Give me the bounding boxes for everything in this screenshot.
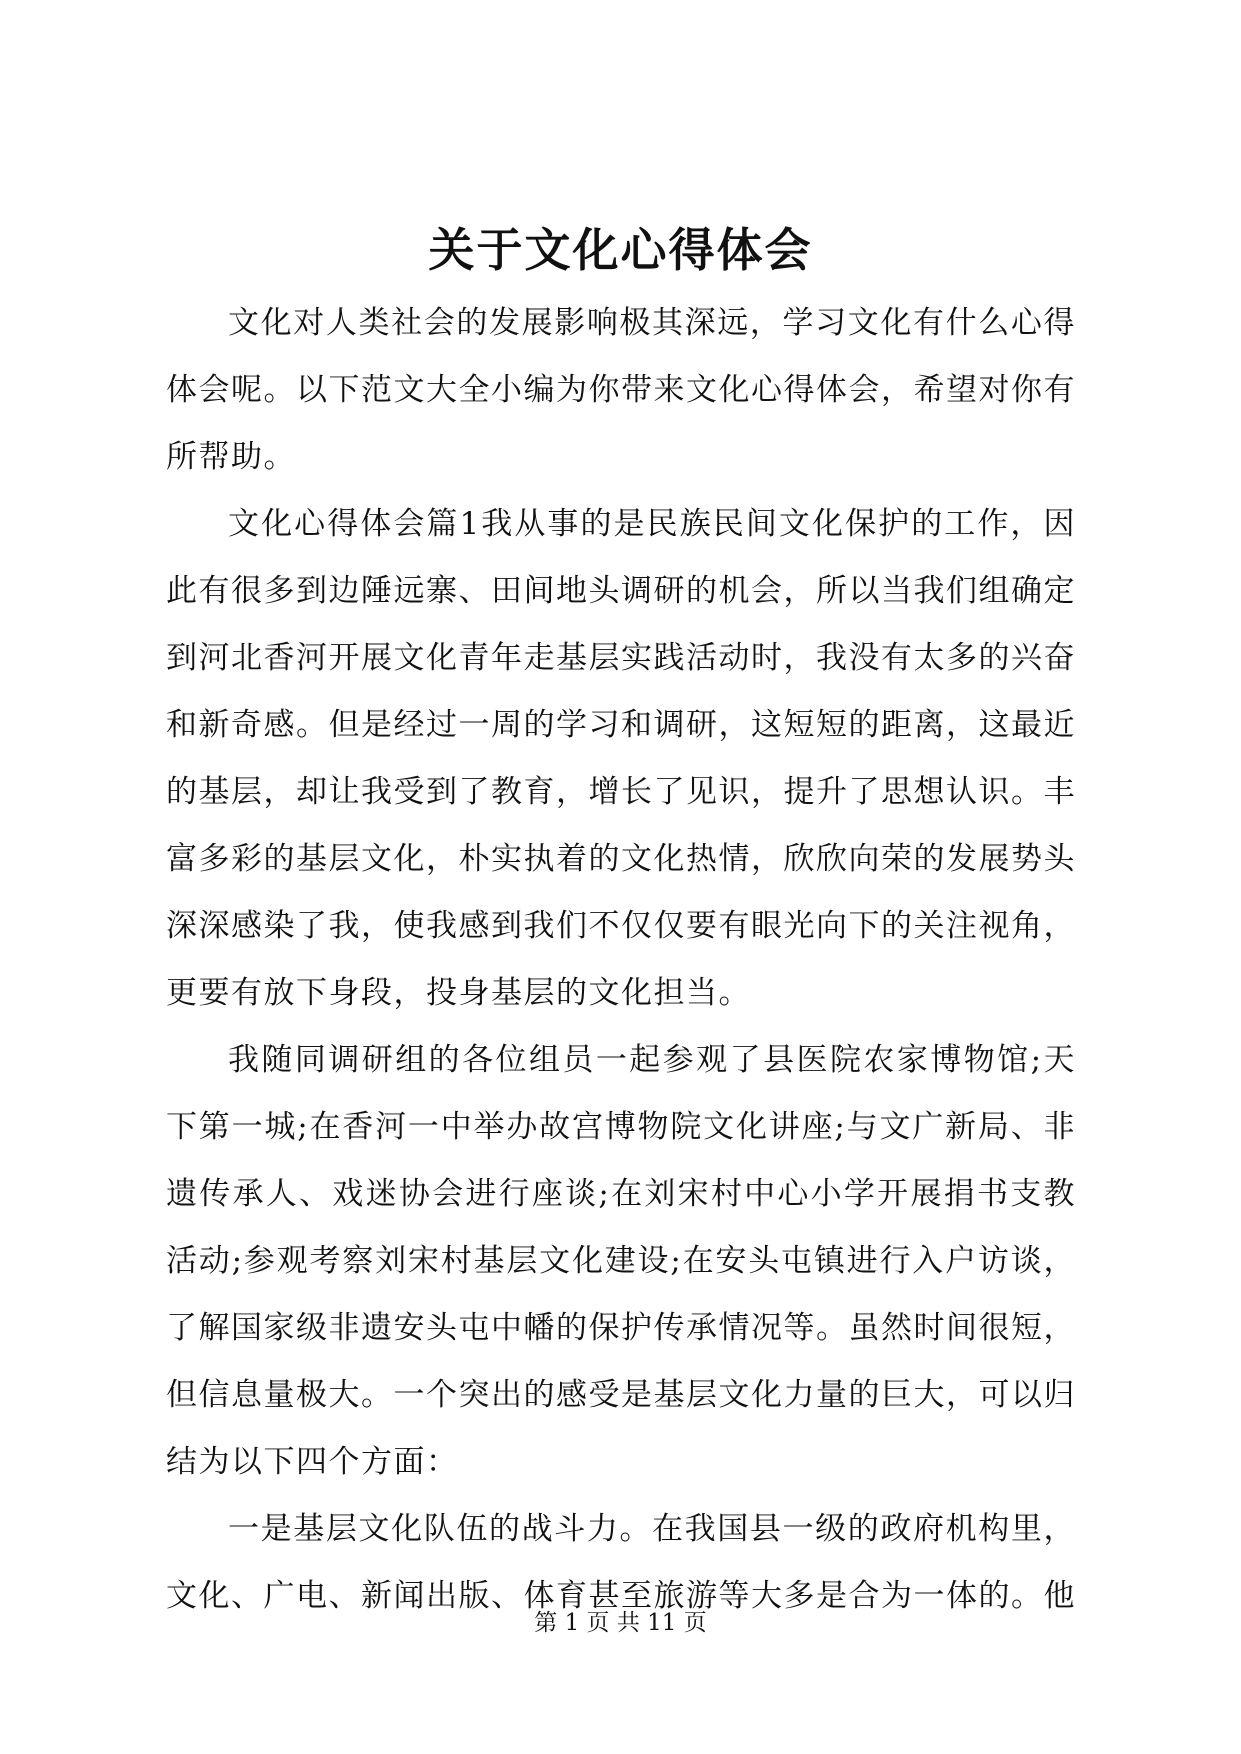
paragraph-1: 文化心得体会篇1我从事的是民族民间文化保护的工作，因此有很多到边陲远寨、田间地头调研的机会，所以当我们组确定到河北香河开展文化青年走基层实践活动时，我没有太多的兴奋和新奇感。但是经过一周的学习和调研，这短短的距离，这最近的基层，却让我受到了教育，增长了见识，提升了思想认识。丰富多彩的基层文化，朴实执着的文化热情，欣欣向荣的发展势头深深感染了我，使我感到我们不仅仅要有眼光向下的关注视角，更要有放下身段，投身基层的文化担当。 xyxy=(166,506,1076,1011)
paragraph-intro: 文化对人类社会的发展影响极其深远，学习文化有什么心得体会呢。以下范文大全小编为你带来文化心得体会，希望对你有所帮助。 xyxy=(166,305,1076,475)
page-number-footer: 第 1 页 共 11 页 xyxy=(534,1610,707,1636)
paragraph-3: 一是基层文化队伍的战斗力。在我国县一级的政府机构里，文化、广电、新闻出版、体育甚至旅游等大多是合为一体的。他 xyxy=(166,1511,1076,1614)
document-body xyxy=(166,290,1076,1630)
paragraph-2: 我随同调研组的各位组员一起参观了县医院农家博物馆;天下第一城;在香河一中举办故宫博物院文化讲座;与文广新局、非遗传承人、戏迷协会进行座谈;在刘宋村中心小学开展捐书支教活动;参观考察刘宋村基层文化建设;在安头屯镇进行入户访谈，了解国家级非遗安头屯中幡的保护传承情况等。虽然时间很短，但信息量极大。一个突出的感受是基层文化力量的巨大，可以归结为以下四个方面： xyxy=(166,1042,1076,1480)
document-title: 关于文化心得体会 xyxy=(428,223,813,277)
